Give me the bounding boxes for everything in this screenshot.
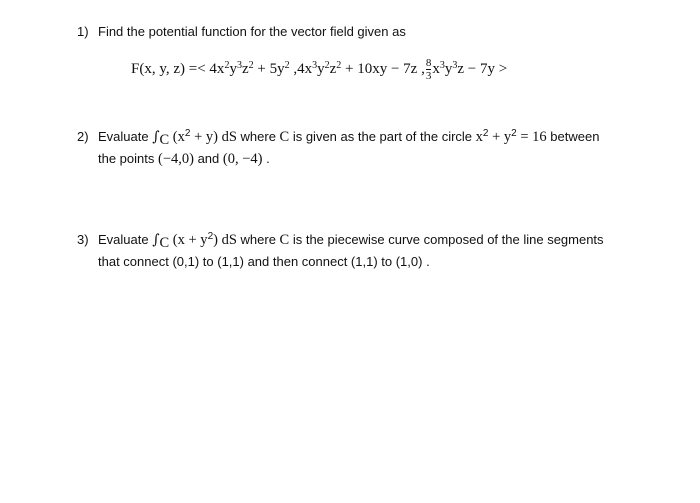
formula-part: z − 7y > xyxy=(457,60,508,77)
text-part: where xyxy=(236,232,280,247)
formula-part: z xyxy=(329,60,337,77)
exponent: 3 xyxy=(312,59,318,71)
text-part: where xyxy=(236,129,280,144)
formula-part: y xyxy=(317,60,325,77)
exponent: 3 xyxy=(439,59,445,71)
math-part: + y) dS xyxy=(190,129,237,145)
problem-text xyxy=(98,126,658,170)
text-part: is the piecewise curve composed of the line segments xyxy=(289,232,604,247)
integral-sign: ∫ xyxy=(152,129,160,145)
problem-line-2 xyxy=(98,148,658,170)
problem-number: 3) xyxy=(77,232,89,247)
exponent: 3 xyxy=(236,59,242,71)
fraction-numerator: 8 xyxy=(425,57,432,69)
integral-sign: ∫ xyxy=(152,232,160,248)
math-part: ) dS xyxy=(213,232,237,248)
math-part: = 16 xyxy=(516,129,547,145)
integral-subscript: C xyxy=(159,235,170,251)
exponent: 2 xyxy=(511,128,517,139)
math-part: (x xyxy=(169,129,185,145)
formula-part: + 10xy − 7z , xyxy=(341,60,425,77)
exponent: 2 xyxy=(284,59,290,71)
math-part: (−4,0) xyxy=(158,151,194,167)
math-part: (0, −4) xyxy=(222,151,263,167)
problem-number: 1) xyxy=(77,24,89,39)
problem-text xyxy=(98,21,658,43)
text-part: Evaluate xyxy=(98,232,153,247)
math-part: + y xyxy=(488,129,512,145)
exponent: 2 xyxy=(207,231,214,242)
formula-part: F(x, y, z) =< 4x xyxy=(131,60,225,77)
formula-part: y xyxy=(229,60,237,77)
formula-part: z xyxy=(241,60,249,77)
problem-line-1 xyxy=(98,229,658,251)
exponent: 2 xyxy=(184,128,191,139)
exponent: 2 xyxy=(482,128,489,139)
text-part: Evaluate xyxy=(98,129,153,144)
problem-number: 2) xyxy=(77,129,89,144)
formula-part: x xyxy=(432,60,440,77)
problem-statement: Find the potential function for the vector field given as xyxy=(98,24,406,39)
fraction-denominator: 3 xyxy=(425,70,432,82)
formula-part: y xyxy=(444,60,453,77)
exponent: 3 xyxy=(452,59,458,71)
formula-part: ,4x xyxy=(289,60,313,77)
math-part: C xyxy=(279,129,290,145)
text-part: the points xyxy=(98,151,158,166)
vector-field-formula xyxy=(131,57,507,82)
exponent: 2 xyxy=(248,59,254,71)
math-part: (x + y xyxy=(169,232,208,248)
fraction xyxy=(426,57,432,82)
exponent: 2 xyxy=(324,59,330,71)
exponent: 2 xyxy=(224,59,230,71)
formula-part: + 5y xyxy=(253,60,285,77)
text-part: between xyxy=(546,129,600,144)
text-part: and xyxy=(193,151,223,166)
integral-subscript: C xyxy=(159,132,170,148)
exponent: 2 xyxy=(336,59,342,71)
problem-text xyxy=(98,229,658,273)
math-part: x xyxy=(475,129,483,145)
text-part: is given as the part of the circle xyxy=(289,129,476,144)
problem-line-2: that connect (0,1) to (1,1) and then connect (1,1) to (1,0) . xyxy=(98,254,430,269)
text-part: . xyxy=(262,151,270,166)
math-part: C xyxy=(279,232,290,248)
problem-line-1 xyxy=(98,126,658,148)
